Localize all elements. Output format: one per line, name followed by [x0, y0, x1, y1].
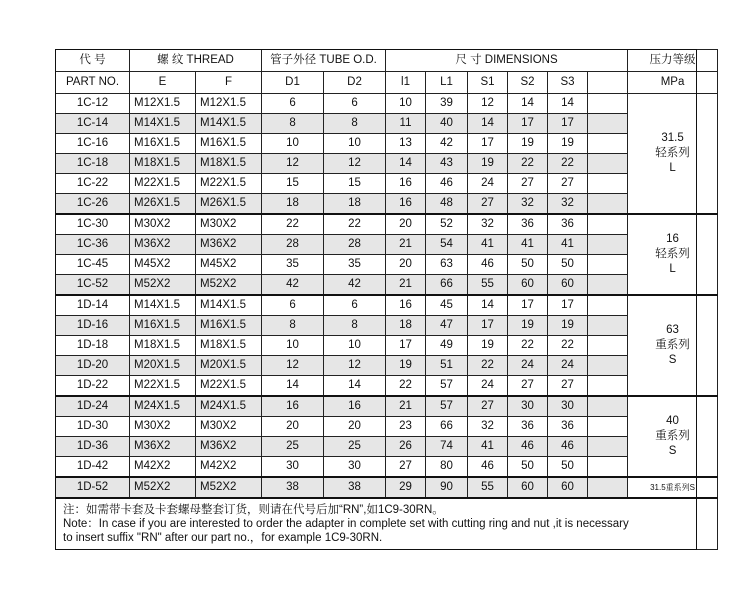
cell-s2: 24 [508, 356, 548, 376]
cell-d2: 10 [324, 134, 386, 154]
header-code-cn: 代 号 [56, 50, 130, 72]
cell-l1: 43 [426, 154, 468, 174]
footnote-en-line2: to insert suffix "RN" after our part no.，for example 1C9-30RN. [63, 532, 383, 544]
cell-blank [588, 396, 628, 417]
cell-thread-f: M20X1.5 [196, 356, 262, 376]
cell-l1-small: 16 [386, 295, 426, 316]
cell-l1: 42 [426, 134, 468, 154]
cell-l1: 66 [426, 275, 468, 296]
cell-l1: 52 [426, 214, 468, 235]
cell-s2: 60 [508, 275, 548, 296]
cell-s2: 46 [508, 437, 548, 457]
cell-s3: 17 [548, 295, 588, 316]
cell-d1: 22 [262, 214, 324, 235]
cell-d1: 6 [262, 94, 324, 114]
cell-s2: 36 [508, 214, 548, 235]
col-header-e: E [130, 72, 196, 94]
cell-thread-e: M36X2 [130, 437, 196, 457]
cell-part-no: 1C-12 [56, 94, 130, 114]
cell-d2: 28 [324, 235, 386, 255]
cell-blank [588, 336, 628, 356]
cell-s2: 22 [508, 154, 548, 174]
cell-thread-e: M22X1.5 [130, 174, 196, 194]
col-header-s3: S3 [548, 72, 588, 94]
pressure-line: 63 [666, 324, 679, 336]
cell-s3: 32 [548, 194, 588, 215]
cell-d1: 15 [262, 174, 324, 194]
cell-d1: 12 [262, 154, 324, 174]
cell-s1: 17 [468, 316, 508, 336]
pressure-line: S [668, 354, 677, 366]
cell-thread-e: M12X1.5 [130, 94, 196, 114]
cell-l1-small: 16 [386, 174, 426, 194]
cell-s2: 41 [508, 235, 548, 255]
table-row [56, 295, 718, 316]
cell-l1-small: 21 [386, 275, 426, 296]
cell-s2: 36 [508, 417, 548, 437]
cell-d1: 35 [262, 255, 324, 275]
cell-thread-f: M30X2 [196, 417, 262, 437]
cell-s1: 19 [468, 336, 508, 356]
cell-s1: 14 [468, 295, 508, 316]
cell-s3: 30 [548, 396, 588, 417]
table-row [56, 437, 718, 457]
cell-l1: 74 [426, 437, 468, 457]
pressure-rating [628, 94, 718, 215]
pressure-line: 31.5重系列S [650, 483, 695, 492]
cell-d2: 25 [324, 437, 386, 457]
cell-l1-small: 21 [386, 396, 426, 417]
cell-s3: 17 [548, 114, 588, 134]
cell-d2: 6 [324, 295, 386, 316]
cell-d2: 20 [324, 417, 386, 437]
cell-blank [588, 356, 628, 376]
cell-s1: 27 [468, 194, 508, 215]
cell-d1: 20 [262, 417, 324, 437]
pressure-line: 重系列 [655, 339, 690, 351]
cell-s3: 41 [548, 235, 588, 255]
cell-l1-small: 20 [386, 214, 426, 235]
cell-l1: 39 [426, 94, 468, 114]
cell-d2: 14 [324, 376, 386, 397]
cell-s1: 55 [468, 477, 508, 498]
pressure-rating [628, 396, 718, 477]
cell-s1: 24 [468, 376, 508, 397]
cell-l1-small: 13 [386, 134, 426, 154]
cell-s3: 36 [548, 417, 588, 437]
cell-l1: 80 [426, 457, 468, 478]
cell-d1: 8 [262, 316, 324, 336]
header-dimensions: 尺 寸 DIMENSIONS [386, 50, 628, 72]
cell-thread-e: M22X1.5 [130, 376, 196, 397]
cell-blank [588, 235, 628, 255]
cell-part-no: 1D-30 [56, 417, 130, 437]
cell-l1: 57 [426, 396, 468, 417]
cell-d1: 10 [262, 134, 324, 154]
table-row [56, 194, 718, 215]
pressure-line: 40 [666, 415, 679, 427]
pressure-line: 轻系列 [655, 248, 690, 260]
cell-s3: 50 [548, 457, 588, 478]
cell-d2: 10 [324, 336, 386, 356]
cell-s3: 22 [548, 154, 588, 174]
cell-l1: 51 [426, 356, 468, 376]
cell-part-no: 1C-14 [56, 114, 130, 134]
cell-thread-f: M12X1.5 [196, 94, 262, 114]
cell-s3: 19 [548, 316, 588, 336]
table-row [56, 356, 718, 376]
cell-s2: 32 [508, 194, 548, 215]
pressure-rating [628, 295, 718, 396]
cell-l1-small: 18 [386, 316, 426, 336]
cell-thread-e: M18X1.5 [130, 336, 196, 356]
header-part-no: PART NO. [56, 72, 130, 94]
cell-d2: 22 [324, 214, 386, 235]
cell-thread-e: M26X1.5 [130, 194, 196, 215]
cell-thread-e: M52X2 [130, 477, 196, 498]
cell-s3: 60 [548, 477, 588, 498]
header-thread: 螺 纹 THREAD [130, 50, 262, 72]
cell-s1: 46 [468, 457, 508, 478]
cell-d1: 42 [262, 275, 324, 296]
cell-thread-f: M22X1.5 [196, 376, 262, 397]
cell-d2: 12 [324, 154, 386, 174]
table-row [56, 477, 718, 498]
cell-l1: 66 [426, 417, 468, 437]
table-body [56, 94, 718, 499]
cell-s1: 41 [468, 235, 508, 255]
cell-part-no: 1D-14 [56, 295, 130, 316]
table-row [56, 134, 718, 154]
cell-blank [588, 275, 628, 296]
cell-d2: 16 [324, 396, 386, 417]
pressure-line: 31.5 [661, 132, 684, 144]
cell-d2: 8 [324, 316, 386, 336]
cell-s3: 27 [548, 174, 588, 194]
cell-s3: 60 [548, 275, 588, 296]
table-row [56, 214, 718, 235]
pressure-line: 轻系列 [655, 147, 690, 159]
cell-thread-f: M52X2 [196, 477, 262, 498]
pressure-line: S [668, 445, 677, 457]
cell-part-no: 1D-18 [56, 336, 130, 356]
cell-l1-small: 23 [386, 417, 426, 437]
cell-thread-e: M45X2 [130, 255, 196, 275]
cell-s3: 24 [548, 356, 588, 376]
cell-thread-e: M30X2 [130, 214, 196, 235]
cell-d1: 25 [262, 437, 324, 457]
cell-l1-small: 11 [386, 114, 426, 134]
cell-l1: 46 [426, 174, 468, 194]
cell-blank [588, 477, 628, 498]
cell-l1-small: 16 [386, 194, 426, 215]
col-header-s2: S2 [508, 72, 548, 94]
cell-l1: 48 [426, 194, 468, 215]
cell-s2: 50 [508, 457, 548, 478]
col-header-s1: S1 [468, 72, 508, 94]
header-tube-od: 管子外径 TUBE O.D. [262, 50, 386, 72]
cell-thread-f: M52X2 [196, 275, 262, 296]
col-header-l1-small: l1 [386, 72, 426, 94]
cell-part-no: 1C-30 [56, 214, 130, 235]
cell-blank [588, 174, 628, 194]
cell-thread-e: M42X2 [130, 457, 196, 478]
cell-thread-f: M16X1.5 [196, 134, 262, 154]
cell-l1: 45 [426, 295, 468, 316]
cell-l1: 40 [426, 114, 468, 134]
cell-d1: 30 [262, 457, 324, 478]
header-pressure-unit: MPa [628, 72, 718, 94]
cell-blank [588, 295, 628, 316]
cell-s1: 24 [468, 174, 508, 194]
cell-s1: 14 [468, 114, 508, 134]
cell-s2: 50 [508, 255, 548, 275]
cell-part-no: 1D-24 [56, 396, 130, 417]
cell-s3: 27 [548, 376, 588, 397]
cell-s1: 17 [468, 134, 508, 154]
cell-s1: 32 [468, 214, 508, 235]
cell-d1: 16 [262, 396, 324, 417]
cell-d2: 12 [324, 356, 386, 376]
cell-blank [588, 437, 628, 457]
cell-thread-e: M30X2 [130, 417, 196, 437]
cell-d1: 12 [262, 356, 324, 376]
cell-l1: 63 [426, 255, 468, 275]
cell-d1: 14 [262, 376, 324, 397]
cell-s1: 55 [468, 275, 508, 296]
cell-part-no: 1C-52 [56, 275, 130, 296]
table-row [56, 235, 718, 255]
cell-s3: 36 [548, 214, 588, 235]
cell-part-no: 1D-16 [56, 316, 130, 336]
cell-s3: 50 [548, 255, 588, 275]
cell-s2: 14 [508, 94, 548, 114]
cell-l1-small: 17 [386, 336, 426, 356]
cell-thread-f: M18X1.5 [196, 154, 262, 174]
cell-blank [588, 154, 628, 174]
pressure-line: 16 [666, 233, 679, 245]
cell-part-no: 1D-52 [56, 477, 130, 498]
cell-blank [588, 457, 628, 478]
cell-l1-small: 14 [386, 154, 426, 174]
col-header-blank [588, 72, 628, 94]
cell-l1: 57 [426, 376, 468, 397]
col-header-f: F [196, 72, 262, 94]
cell-l1: 47 [426, 316, 468, 336]
cell-thread-f: M14X1.5 [196, 114, 262, 134]
header-pressure-cn: 压力等级 [628, 50, 718, 72]
cell-s2: 17 [508, 295, 548, 316]
cell-d1: 18 [262, 194, 324, 215]
cell-part-no: 1C-26 [56, 194, 130, 215]
cell-d1: 10 [262, 336, 324, 356]
cell-part-no: 1D-20 [56, 356, 130, 376]
cell-l1: 49 [426, 336, 468, 356]
cell-thread-f: M14X1.5 [196, 295, 262, 316]
dimensions-table [55, 49, 718, 550]
cell-l1-small: 26 [386, 437, 426, 457]
table-row [56, 255, 718, 275]
cell-l1: 54 [426, 235, 468, 255]
cell-s1: 46 [468, 255, 508, 275]
cell-s1: 32 [468, 417, 508, 437]
cell-l1-small: 22 [386, 376, 426, 397]
pressure-line: L [669, 162, 676, 174]
cell-thread-e: M14X1.5 [130, 295, 196, 316]
cell-thread-f: M36X2 [196, 437, 262, 457]
cell-blank [588, 194, 628, 215]
cell-s2: 19 [508, 134, 548, 154]
table-row [56, 417, 718, 437]
table-row [56, 457, 718, 478]
cell-d2: 6 [324, 94, 386, 114]
cell-s2: 27 [508, 376, 548, 397]
cell-blank [588, 114, 628, 134]
cell-d2: 35 [324, 255, 386, 275]
cell-blank [588, 255, 628, 275]
cell-s3: 19 [548, 134, 588, 154]
cell-d2: 15 [324, 174, 386, 194]
cell-s3: 46 [548, 437, 588, 457]
table-row [56, 114, 718, 134]
cell-thread-f: M42X2 [196, 457, 262, 478]
table-row [56, 376, 718, 397]
pressure-line: 重系列 [655, 430, 690, 442]
table-row [56, 396, 718, 417]
cell-thread-f: M16X1.5 [196, 316, 262, 336]
cell-thread-f: M22X1.5 [196, 174, 262, 194]
cell-d1: 8 [262, 114, 324, 134]
cell-part-no: 1C-16 [56, 134, 130, 154]
cell-s2: 60 [508, 477, 548, 498]
cell-s1: 19 [468, 154, 508, 174]
col-header-l1: L1 [426, 72, 468, 94]
cell-l1-small: 21 [386, 235, 426, 255]
cell-part-no: 1C-22 [56, 174, 130, 194]
table-row [56, 174, 718, 194]
cell-thread-e: M14X1.5 [130, 114, 196, 134]
cell-s3: 22 [548, 336, 588, 356]
cell-thread-f: M36X2 [196, 235, 262, 255]
table-row [56, 316, 718, 336]
cell-thread-e: M24X1.5 [130, 396, 196, 417]
cell-d2: 8 [324, 114, 386, 134]
cell-l1-small: 10 [386, 94, 426, 114]
cell-thread-f: M24X1.5 [196, 396, 262, 417]
cell-blank [588, 94, 628, 114]
cell-thread-e: M52X2 [130, 275, 196, 296]
cell-part-no: 1D-36 [56, 437, 130, 457]
pressure-line: L [669, 263, 676, 275]
pressure-rating [628, 214, 718, 295]
cell-thread-e: M18X1.5 [130, 154, 196, 174]
cell-l1-small: 29 [386, 477, 426, 498]
cell-thread-f: M18X1.5 [196, 336, 262, 356]
cell-d2: 30 [324, 457, 386, 478]
cell-l1-small: 20 [386, 255, 426, 275]
cell-thread-e: M16X1.5 [130, 316, 196, 336]
cell-s2: 19 [508, 316, 548, 336]
cell-thread-f: M26X1.5 [196, 194, 262, 215]
cell-part-no: 1C-18 [56, 154, 130, 174]
cell-s2: 27 [508, 174, 548, 194]
cell-l1-small: 27 [386, 457, 426, 478]
cell-blank [588, 417, 628, 437]
table-row [56, 275, 718, 296]
cell-d1: 38 [262, 477, 324, 498]
cell-s2: 17 [508, 114, 548, 134]
cell-blank [588, 214, 628, 235]
cell-d2: 38 [324, 477, 386, 498]
cell-d1: 28 [262, 235, 324, 255]
table-row [56, 336, 718, 356]
cell-part-no: 1C-36 [56, 235, 130, 255]
col-header-d2: D2 [324, 72, 386, 94]
footnote-en-line1: Note：In case if you are interested to order the adapter in complete set with cutting ring and nut ,it is necessary [63, 518, 629, 530]
cell-d1: 6 [262, 295, 324, 316]
cell-d2: 42 [324, 275, 386, 296]
table-row [56, 94, 718, 114]
footnote-cn: 注：如需带卡套及卡套螺母整套订货，则请在代号后加“RN”,如1C9-30RN。 [63, 504, 444, 516]
cell-l1: 90 [426, 477, 468, 498]
cell-l1-small: 19 [386, 356, 426, 376]
cell-s1: 27 [468, 396, 508, 417]
cell-thread-e: M16X1.5 [130, 134, 196, 154]
cell-thread-f: M30X2 [196, 214, 262, 235]
table-row [56, 154, 718, 174]
cell-thread-e: M36X2 [130, 235, 196, 255]
cell-s2: 22 [508, 336, 548, 356]
cell-part-no: 1D-22 [56, 376, 130, 397]
spec-sheet [55, 49, 697, 550]
pressure-rating [628, 477, 718, 498]
cell-part-no: 1D-42 [56, 457, 130, 478]
cell-s3: 14 [548, 94, 588, 114]
cell-blank [588, 134, 628, 154]
cell-blank [588, 376, 628, 397]
cell-s1: 22 [468, 356, 508, 376]
cell-d2: 18 [324, 194, 386, 215]
cell-thread-e: M20X1.5 [130, 356, 196, 376]
cell-part-no: 1C-45 [56, 255, 130, 275]
footnote [56, 498, 718, 550]
cell-blank [588, 316, 628, 336]
cell-thread-f: M45X2 [196, 255, 262, 275]
cell-s2: 30 [508, 396, 548, 417]
cell-s1: 12 [468, 94, 508, 114]
cell-s1: 41 [468, 437, 508, 457]
col-header-d1: D1 [262, 72, 324, 94]
